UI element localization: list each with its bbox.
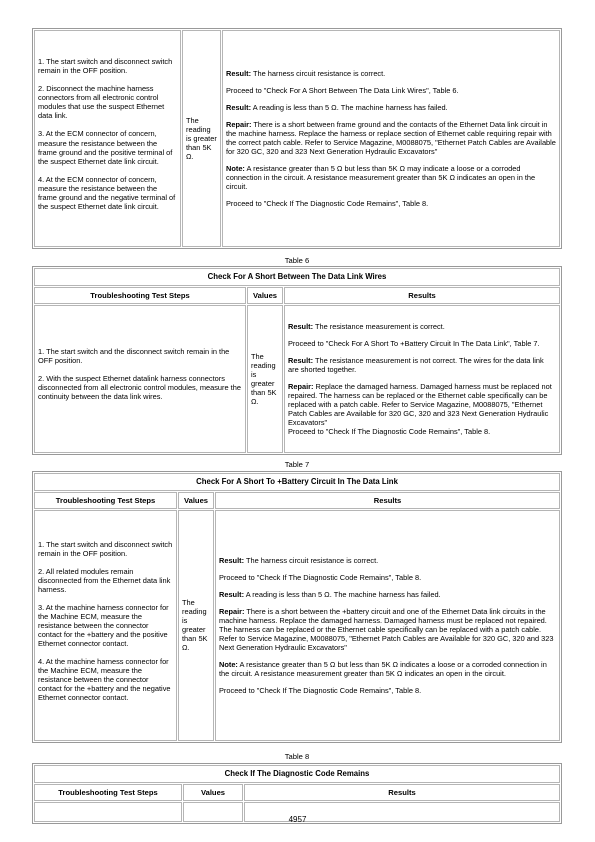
step-text: 1. The start switch and the disconnect switch remain in the OFF position. (38, 347, 230, 366)
table-caption: Table 8 (284, 752, 310, 761)
result-item: Repair: There is a short between the +battery circuit and one of the Ethernet Data link circuits in the machine harness. Replace the damaged harness. Damaged harness must be replaced not repaired. The harness can be replaced or the Ethernet cable specifically can be replaced with a patch cable. Refer to Service Magazine, M0088075, "Ethernet Patch Cables are Available for 320 GC, 320 and 323 Next Generation Hydraulic Excavators" (219, 606, 554, 652)
steps-cell (34, 510, 177, 741)
table-6 (32, 266, 562, 455)
column-header: Troubleshooting Test Steps (34, 287, 246, 304)
column-header: Results (215, 492, 560, 509)
column-header: Results (244, 784, 560, 801)
results-cell (215, 510, 560, 741)
table-title: Check If The Diagnostic Code Remains (34, 765, 560, 783)
value-cell: The reading is greater than 5K Ω. (182, 30, 221, 247)
result-item: Proceed to "Check If The Diagnostic Code Remains", Table 8. (226, 199, 429, 209)
steps-cell (34, 305, 246, 453)
table-title: Check For A Short To +Battery Circuit In The Data Link (34, 473, 560, 491)
column-header: Values (178, 492, 214, 509)
column-header: Troubleshooting Test Steps (34, 492, 177, 509)
table-top (32, 28, 562, 249)
result-item: Proceed to "Check If The Diagnostic Code Remains", Table 8. (219, 685, 422, 695)
column-header: Values (247, 287, 283, 304)
result-item: Result: The harness circuit resistance is correct. (219, 555, 379, 565)
result-item: Result: The harness circuit resistance is correct. (226, 68, 386, 78)
result-item: Result: A reading is less than 5 Ω. The machine harness has failed. (226, 102, 448, 112)
step-text: 2. All related modules remain disconnected from the Ethernet data link harness. (38, 566, 171, 594)
result-item: Result: The resistance measurement is not correct. The wires for the data link are shorted together. (288, 355, 544, 374)
result-item: Proceed to "Check If The Diagnostic Code Remains", Table 8. (288, 426, 491, 436)
step-text: 2. With the suspect Ethernet datalink harness connectors disconnected from all electronic control modules, measure the continuity between the data link wires. (38, 374, 241, 402)
result-item: Proceed to "Check For A Short Between The Data Link Wires", Table 6. (226, 85, 459, 95)
table-title: Check For A Short Between The Data Link Wires (34, 268, 560, 286)
result-item: Repair: Replace the damaged harness. Damaged harness must be replaced not repaired. The harness can be replaced or the Ethernet cable specifically can be replaced with a patch cable. Refer to Service Magazine, M0088075, "Ethernet Patch Cables are Available for 320 GC, 320 and 323 Next Generation Hydraulic Excavators" (288, 381, 552, 427)
result-item: Repair: There is a short between frame ground and the contacts of the Ethernet Data link circuit in the machine harness. Replace the harness or replace section of Ethernet cable requiring repair with the correct patch cable. Refer to Service Magazine, M0088075, "Ethernet Patch Cables are Available for 320 GC, 320 and 323 Next Generation Hydraulic Excavators" (226, 119, 556, 157)
value-cell: The reading is greater than 5K Ω. (178, 510, 214, 741)
column-header: Troubleshooting Test Steps (34, 784, 182, 801)
result-item: Result: The resistance measurement is correct. (288, 321, 445, 331)
results-cell (284, 305, 560, 453)
page-number: 4957 (288, 815, 307, 824)
table-7 (32, 471, 562, 743)
result-item: Proceed to "Check For A Short To +Battery Circuit In The Data Link", Table 7. (288, 338, 540, 348)
result-item: Note: A resistance greater than 5 Ω but less than 5K Ω may indicate a loose or a corroded connection in the circuit. A resistance measurement greater than 5K Ω indicates an open in the circuit. (226, 164, 536, 192)
step-text: 3. At the machine harness connector for the Machine ECM, measure the resistance between the connector contact for the +battery and the positive Ethernet connector contact. (38, 602, 169, 648)
step-text: 4. At the machine harness connector for the Machine ECM, measure the resistance between the connector contact for the +battery and the negative Ethernet connector contact. (38, 656, 171, 702)
table-row (34, 30, 560, 247)
column-header: Results (284, 287, 560, 304)
table-caption: Table 7 (284, 460, 310, 469)
table-row (34, 305, 560, 453)
result-item: Proceed to "Check If The Diagnostic Code Remains", Table 8. (219, 572, 422, 582)
result-item: Note: A resistance greater than 5 Ω but less than 5K Ω indicates a loose or a corroded connection in the circuit. A resistance measurement greater than 5K Ω indicates an open in the circuit. (219, 659, 547, 678)
step-text: 1. The start switch and disconnect switch remain in the OFF position. (38, 539, 173, 558)
value-cell: The reading is greater than 5K Ω. (247, 305, 283, 453)
step-text: 2. Disconnect the machine harness connectors from all electronic control modules that use the suspect Ethernet data link. (38, 84, 165, 121)
results-cell (222, 30, 560, 247)
step-text: 4. At the ECM connector of concern, measure the resistance between the frame ground and the negative terminal of the suspect Ethernet date link circuit. (38, 174, 176, 211)
table-row (34, 510, 560, 741)
step-text: 3. At the ECM connector of concern, measure the resistance between the frame ground and the positive terminal of the suspect Ethernet date link circuit. (38, 129, 173, 166)
column-header: Values (183, 784, 243, 801)
table-caption: Table 6 (284, 256, 310, 265)
result-item: Result: A reading is less than 5 Ω. The machine harness has failed. (219, 589, 441, 599)
steps-cell (34, 30, 181, 247)
step-text: 1. The start switch and disconnect switch remain in the OFF position. (38, 57, 173, 76)
